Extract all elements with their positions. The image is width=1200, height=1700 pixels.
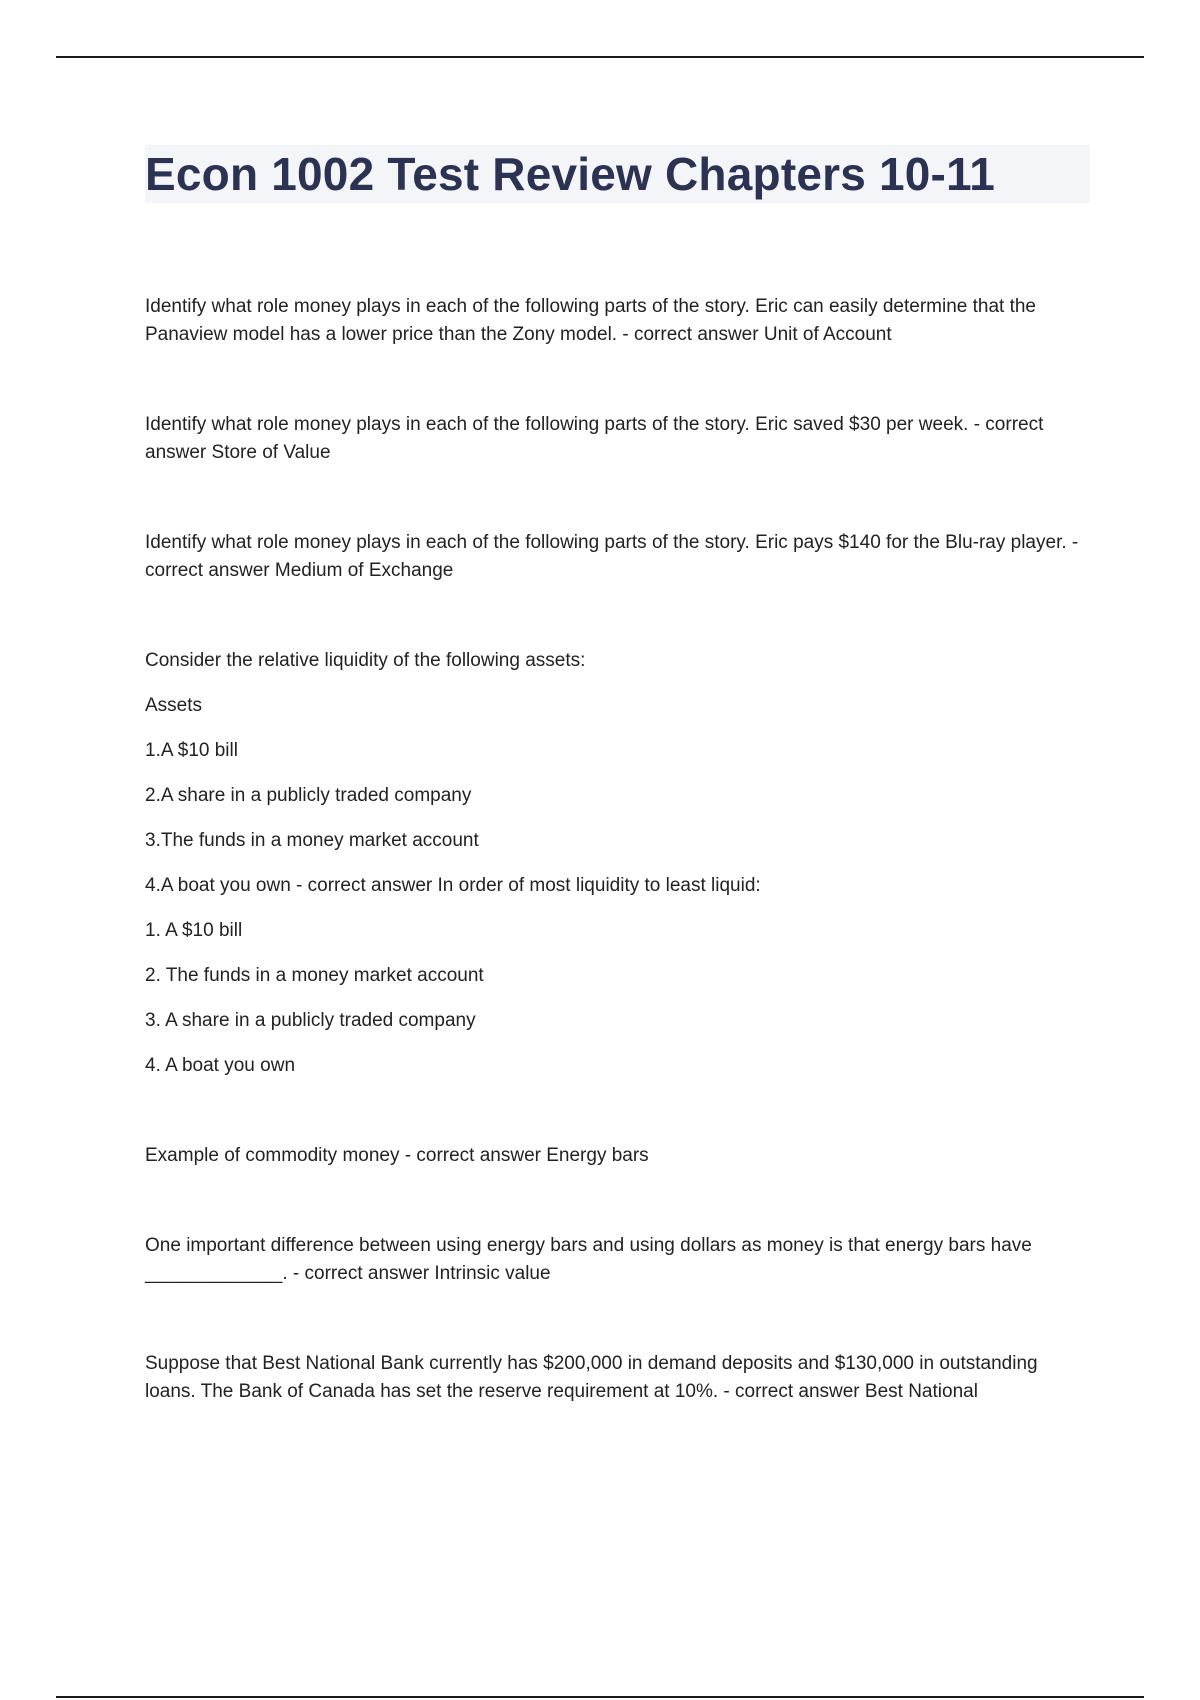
question-7: Suppose that Best National Bank currently has $200,000 in demand deposits and $130,000 in outstanding loans. The Bank of Canada has set the reserve requirement at 10%. - correct answer Best National	[145, 1353, 1038, 1402]
list-item: 2. The funds in a money market account	[145, 965, 484, 986]
footer-rule	[56, 1696, 1144, 1698]
list-item: Assets	[145, 695, 203, 716]
question-3: Identify what role money plays in each of the following parts of the story. Eric pays $140 for the Blu-ray player. - correct answer Medium of Exchange	[145, 532, 1079, 581]
title-band	[145, 145, 1090, 203]
list-item: 3.The funds in a money market account	[145, 830, 479, 851]
question-1: Identify what role money plays in each of the following parts of the story. Eric can easily determine that the Panaview model has a lower price than the Zony model. - correct answer Unit of Account	[145, 296, 1036, 345]
document-body	[145, 145, 1090, 1406]
document-title: Econ 1002 Test Review Chapters 10-11	[145, 148, 996, 200]
question-5: Example of commodity money - correct answer Energy bars	[145, 1145, 649, 1166]
question-2: Identify what role money plays in each of the following parts of the story. Eric saved $30 per week. - correct answer Store of Value	[145, 414, 1044, 463]
list-item: 1. A $10 bill	[145, 920, 243, 941]
question-6: One important difference between using energy bars and using dollars as money is that energy bars have _____________. - correct answer Intrinsic value	[145, 1235, 1032, 1284]
list-item: 4.A boat you own - correct answer In order of most liquidity to least liquid:	[145, 875, 761, 896]
list-item: 4. A boat you own	[145, 1055, 296, 1076]
question-4-intro: Consider the relative liquidity of the following assets:	[145, 650, 586, 671]
header-rule	[56, 56, 1144, 58]
list-item: 2.A share in a publicly traded company	[145, 785, 472, 806]
list-item: 3. A share in a publicly traded company	[145, 1010, 476, 1031]
list-item: 1.A $10 bill	[145, 740, 238, 761]
question-4	[145, 647, 1090, 1080]
